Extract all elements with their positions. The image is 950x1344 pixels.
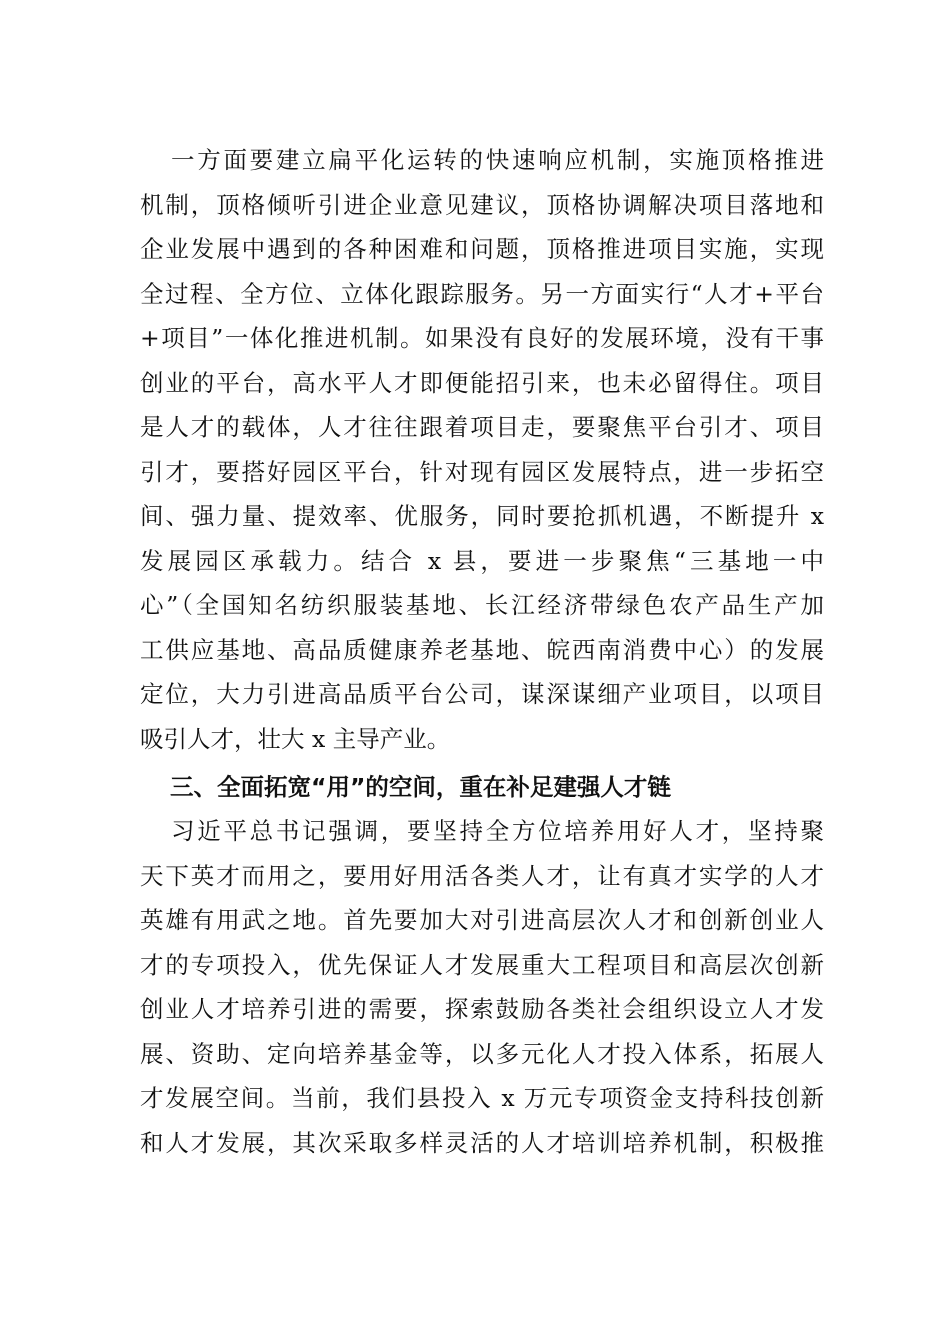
paragraph-line: 全过程、全方位、立体化跟踪服务。另一方面实行“人才+平台 (140, 279, 824, 308)
paragraph-line: 发展园区承载力。结合 x 县，要进一步聚焦“三基地一中 (140, 546, 824, 575)
paragraph-1 (140, 138, 824, 761)
paragraph-line: +项目”一体化推进机制。如果没有良好的发展环境，没有干事 (140, 324, 824, 352)
paragraph-line: 工供应基地、高品质健康养老基地、皖西南消费中心）的发展 (140, 635, 824, 664)
paragraph-line: 企业发展中遇到的各种困难和问题，顶格推进项目实施，实现 (140, 235, 824, 263)
paragraph-line: 心”（全国知名纺织服装基地、长江经济带绿色农产品生产加 (140, 591, 824, 619)
paragraph-line: 吸引人才，壮大 x 主导产业。 (140, 724, 451, 753)
paragraph-line: 创业的平台，高水平人才即便能招引来，也未必留得住。项目 (140, 368, 824, 397)
paragraph-line: 引才，要搭好园区平台，针对现有园区发展特点，进一步拓空 (140, 457, 824, 486)
section-heading: 三、全面拓宽“用”的空间，重在补足建强人才链 (170, 773, 671, 801)
paragraph-line: 习近平总书记强调，要坚持全方位培养用好人才，坚持聚 (171, 817, 824, 845)
paragraph-line: 天下英才而用之，要用好用活各类人才，让有真才实学的人才 (140, 861, 824, 890)
paragraph-line: 展、资助、定向培养基金等，以多元化人才投入体系，拓展人 (140, 1039, 824, 1068)
paragraph-2 (140, 809, 824, 1165)
paragraph-line: 定位，大力引进高品质平台公司，谋深谋细产业项目，以项目 (140, 680, 824, 708)
paragraph-line: 英雄有用武之地。首先要加大对引进高层次人才和创新创业人 (140, 906, 824, 934)
paragraph-line: 间、强力量、提效率、优服务，同时要抢抓机遇，不断提升 x (140, 502, 824, 530)
paragraph-line: 和人才发展，其次采取多样灵活的人才培训培养机制，积极推 (140, 1128, 824, 1157)
paragraph-line: 是人才的载体，人才往往跟着项目走，要聚焦平台引才、项目 (140, 413, 824, 441)
paragraph-line: 创业人才培养引进的需要，探索鼓励各类社会组织设立人才发 (140, 995, 824, 1023)
paragraph-line: 一方面要建立扁平化运转的快速响应机制，实施顶格推进 (171, 146, 824, 174)
paragraph-line: 才的专项投入，优先保证人才发展重大工程项目和高层次创新 (140, 950, 824, 979)
paragraph-line: 才发展空间。当前，我们县投入 x 万元专项资金支持科技创新 (140, 1084, 824, 1112)
paragraph-line: 机制，顶格倾听引进企业意见建议，顶格协调解决项目落地和 (140, 190, 824, 219)
